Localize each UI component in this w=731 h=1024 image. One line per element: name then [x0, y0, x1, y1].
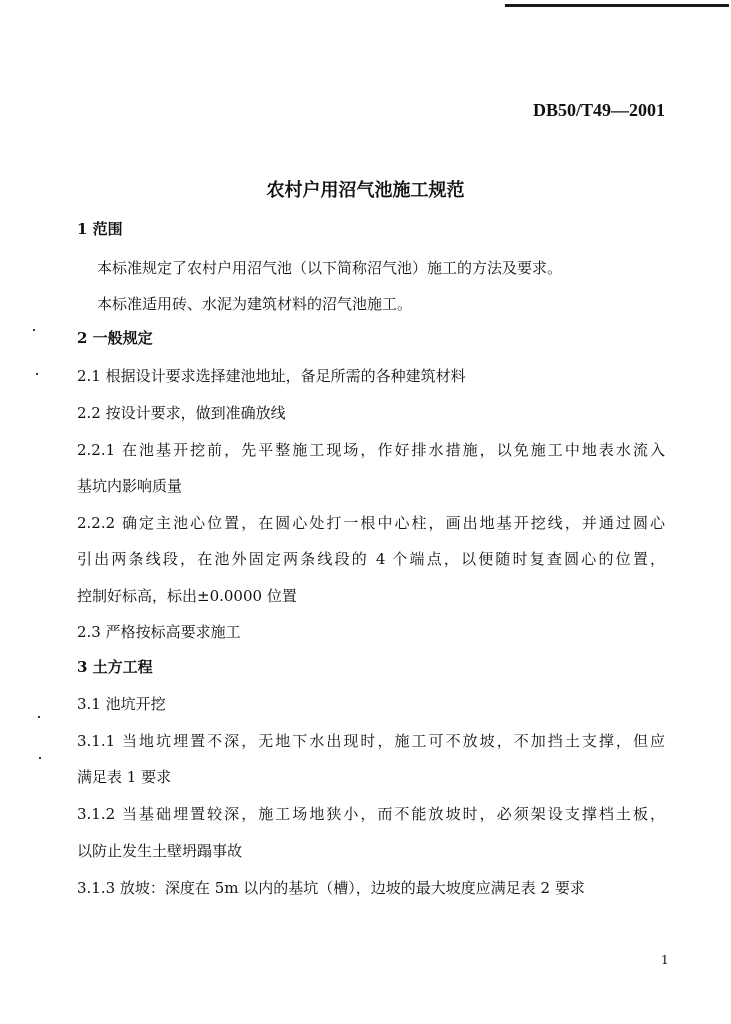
clause-3-1-1-line-1: 3.1.1 当地坑埋置不深，无地下水出现时，施工可不放坡，不加挡土支撑，但应: [77, 732, 665, 750]
section-3-heading: 3 土方工程: [77, 658, 153, 676]
clause-3-1: 3.1 池坑开挖: [77, 695, 166, 713]
page-number: 1: [661, 953, 669, 967]
clause-2-1: 2.1 根据设计要求选择建池地址，备足所需的各种建筑材料: [77, 367, 466, 385]
standard-code: DB50/T49—2001: [532, 100, 665, 120]
top-rule: [505, 4, 729, 7]
scan-speck: [36, 373, 38, 375]
clause-2-2-2-line-2: 引出两条线段，在池外固定两条线段的 4 个端点，以便随时复查圆心的位置，: [77, 550, 665, 568]
scan-speck: [38, 716, 40, 718]
clause-3-1-2-line-2: 以防止发生土壁坍蹋事故: [77, 842, 243, 860]
clause-2-2-1-line-1: 2.2.1 在池基开挖前，先平整施工现场，作好排水措施，以免施工中地表水流入: [77, 441, 665, 459]
clause-3-1-2-line-1: 3.1.2 当基础埋置较深，施工场地狭小，而不能放坡时，必须架设支撑档土板，: [77, 805, 665, 823]
scan-speck: [33, 329, 35, 331]
section-1-heading: 1 范围: [77, 220, 123, 238]
scan-speck: [39, 757, 41, 759]
section-2-heading: 2 一般规定: [77, 329, 153, 347]
document-title: 农村户用沼气池施工规范: [266, 180, 465, 201]
clause-2-3: 2.3 严格按标高要求施工: [77, 623, 241, 641]
clause-2-2-1-line-2: 基坑内影响质量: [77, 477, 183, 495]
clause-2-2-2-line-1: 2.2.2 确定主池心位置，在圆心处打一根中心柱，画出地基开挖线，并通过圆心: [77, 514, 665, 532]
clause-2-2-2-line-3: 控制好标高，标出±0.0000 位置: [77, 587, 297, 605]
clause-2-2: 2.2 按设计要求，做到准确放线: [77, 404, 286, 422]
section-1-paragraph-1: 本标准规定了农村户用沼气池（以下简称沼气池）施工的方法及要求。: [97, 259, 563, 277]
clause-3-1-3: 3.1.3 放坡：深度在 5m 以内的基坑（槽），边坡的最大坡度应满足表 2 要求: [77, 879, 585, 897]
section-1-paragraph-2: 本标准适用砖、水泥为建筑材料的沼气池施工。: [97, 295, 413, 313]
clause-3-1-1-line-2: 满足表 1 要求: [77, 768, 172, 786]
